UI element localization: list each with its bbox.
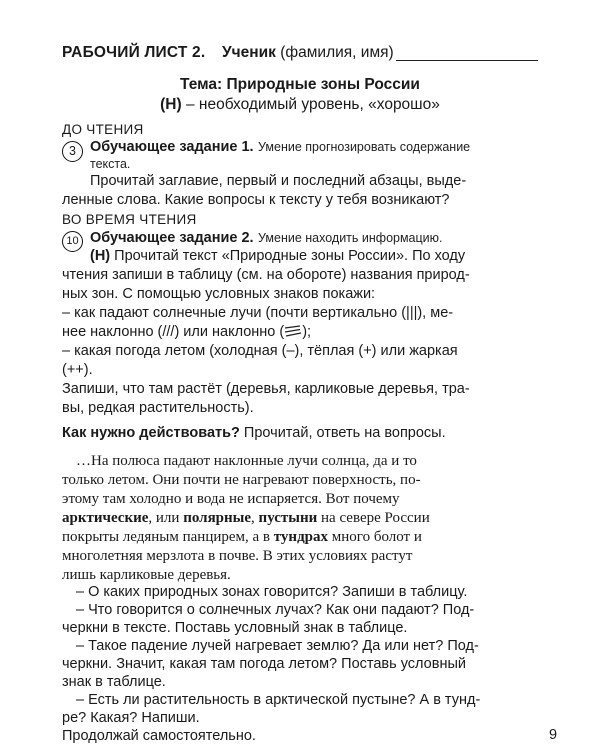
section-during-reading: ВО ВРЕМЯ ЧТЕНИЯ [62, 212, 197, 227]
excerpt-text: , [251, 510, 259, 526]
task-2-line-5 [62, 323, 311, 342]
section-before-reading: ДО ЧТЕНИЯ [62, 122, 144, 137]
slanted-lines-icon [284, 324, 302, 336]
question-line-6: знак в таблице. [62, 674, 166, 690]
continue-instruction: Продолжай самостоятельно. [62, 728, 256, 744]
task-2-skill: Умение находить информацию. [258, 231, 443, 245]
task-2-line-6: – какая погода летом (холодная (–), тёплая (+) или жаркая [62, 343, 458, 359]
excerpt-line-1: …На полюса падают наклонные лучи солнца, да и то [76, 453, 417, 469]
question-line-1: – О каких природных зонах говорится? Запиши в таблицу. [76, 584, 468, 600]
student-label-text: Ученик [222, 44, 276, 61]
task-2-title: Обучающее задание 2. [90, 230, 254, 246]
task-1-text-2: ленные слова. Какие вопросы к тексту у тебя возникают? [62, 192, 450, 208]
excerpt-text: много болот и [328, 529, 422, 545]
excerpt-line-6: многолетняя мерзлота в почве. В этих условиях растут [62, 548, 413, 564]
task-2-line-2: чтения запиши в таблицу (см. на обороте) названия природ- [62, 267, 470, 283]
excerpt-line-7: лишь карликовые деревья. [62, 567, 231, 583]
how-to-line [62, 424, 446, 443]
task-1-text-1: Прочитай заглавие, первый и последний абзацы, выде- [90, 173, 467, 189]
term-arctic: арктические [62, 510, 149, 526]
how-to-question: Как нужно действовать? [62, 425, 240, 441]
level-mark: (Н) [160, 96, 182, 113]
student-label [222, 44, 394, 62]
question-line-8: ре? Какая? Напиши. [62, 710, 200, 726]
task-1-skill: Умение прогнозировать содержание [258, 140, 471, 154]
page-number: 9 [549, 727, 558, 743]
task-2-level-mark: (Н) [90, 248, 111, 264]
question-line-7: – Есть ли растительность в арктической пустыне? А в тунд- [76, 692, 481, 708]
task-2-line-1 [90, 247, 465, 266]
question-line-3: черкни в тексте. Поставь условный знак в таблице. [62, 620, 408, 636]
task-2-line-9: вы, редкая растительность). [62, 400, 254, 416]
level-line [0, 96, 600, 114]
term-deserts: пустыни [258, 510, 318, 526]
task-2-line-3: ных зон. С помощью условных знаков покажи: [62, 286, 376, 302]
excerpt-line-2: только летом. Они почти не нагревают поверхность, по- [62, 472, 421, 488]
student-hint: (фамилия, имя) [280, 44, 394, 61]
excerpt-line-5 [62, 528, 422, 547]
question-line-2: – Что говорится о солнечных лучах? Как они падают? Под- [76, 602, 475, 618]
points-badge-3: 3 [62, 141, 83, 162]
how-to-instruction: Прочитай, ответь на вопросы. [243, 425, 446, 441]
excerpt-text: , или [148, 510, 184, 526]
term-polar: полярные [183, 510, 252, 526]
task-2-line-4: – как падают солнечные лучи (почти вертикально (|||), ме- [62, 305, 454, 321]
task-2-line-1-text: Прочитай текст «Природные зоны России». По ходу [114, 248, 466, 264]
worksheet-title: РАБОЧИЙ ЛИСТ 2. [62, 44, 206, 61]
excerpt-text: на севере России [317, 510, 430, 526]
task-2-line-7: (++). [62, 362, 93, 378]
task-2-line-5-pre: нее наклонно (///) или наклонно ( [62, 324, 285, 340]
excerpt-text: покрыты ледяным панцирем, а в [62, 529, 274, 545]
student-name-line[interactable] [396, 60, 538, 61]
excerpt-line-3: этому там холодно и вода не испаряется. Вот почему [62, 491, 400, 507]
excerpt-line-4 [62, 509, 430, 528]
task-1-skill-cont: текста. [90, 157, 131, 171]
question-line-4: – Такое падение лучей нагревает землю? Да или нет? Под- [76, 638, 479, 654]
task-2-header [90, 229, 443, 247]
term-tundra: тундрах [273, 529, 329, 545]
task-1-title: Обучающее задание 1. [90, 139, 254, 155]
task-1-header [90, 138, 470, 156]
task-2-line-5-post: ); [302, 324, 312, 340]
topic-title: Тема: Природные зоны России [180, 76, 420, 93]
points-badge-10: 10 [62, 231, 83, 252]
level-text: – необходимый уровень, «хорошо» [185, 96, 440, 113]
question-line-5: черкни. Значит, какая там погода летом? Поставь условный [62, 656, 466, 672]
task-2-line-8: Запиши, что там растёт (деревья, карликовые деревья, тра- [62, 381, 470, 397]
